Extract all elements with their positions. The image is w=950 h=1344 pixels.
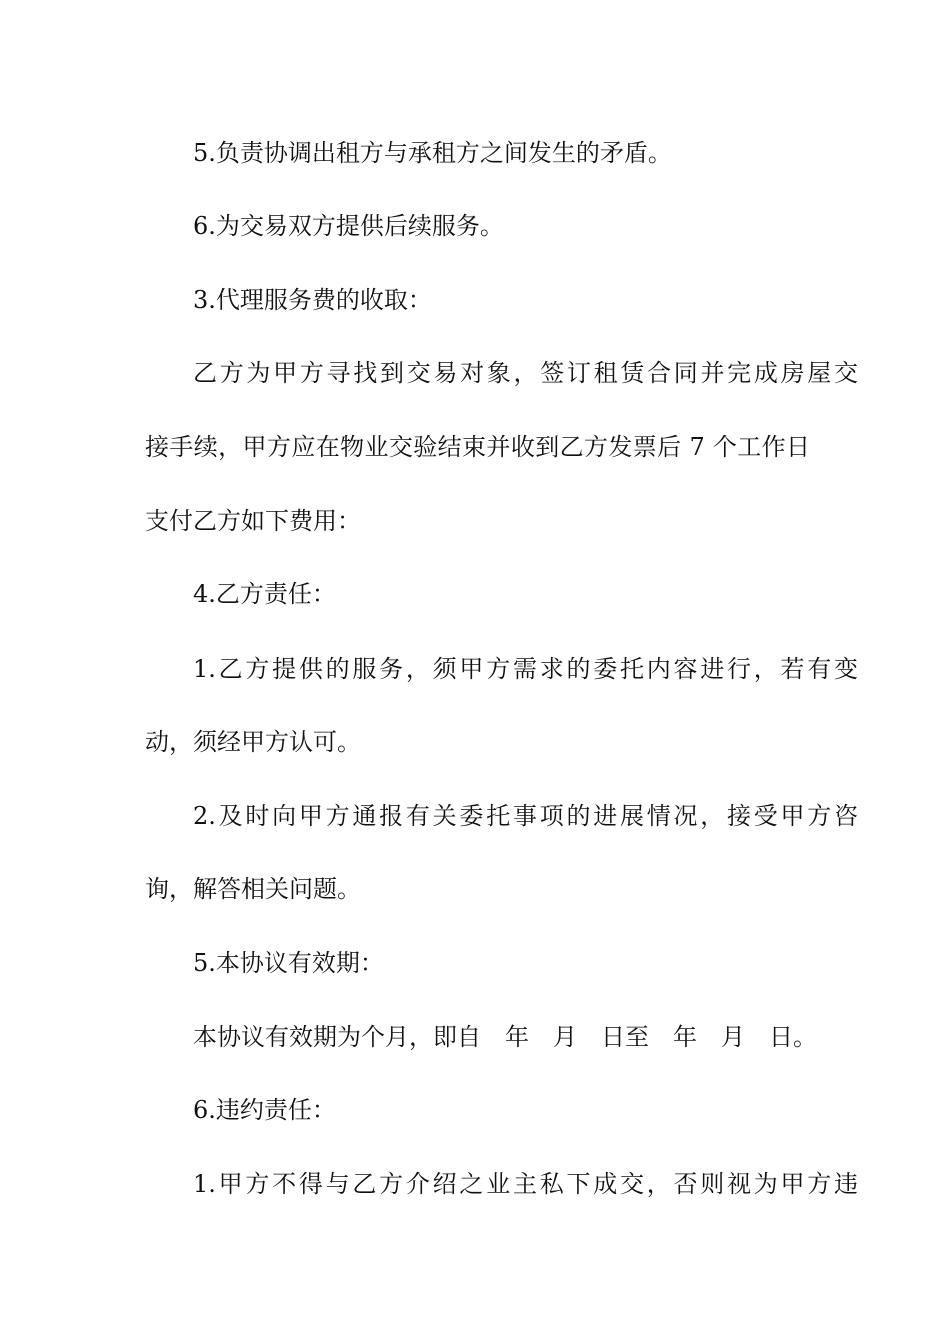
- text-line: 动，须经甲方认可。: [145, 728, 361, 756]
- text-line: 询，解答相关问题。: [145, 875, 361, 903]
- text-line: 支付乙方如下费用：: [145, 507, 361, 535]
- text-line: 1.乙方提供的服务，须甲方需求的委托内容进行，若有变: [193, 655, 858, 683]
- text-line: 6.为交易双方提供后续服务。: [193, 212, 504, 240]
- text-line: 5.负责协调出租方与承租方之间发生的矛盾。: [193, 139, 672, 167]
- text-line: 接手续，甲方应在物业交验结束并收到乙方发票后 7 个工作日: [145, 433, 810, 461]
- text-line: 本协议有效期为个月，即自 年 月 日至 年 月 日。: [193, 1023, 817, 1051]
- text-line: 6.违约责任：: [193, 1096, 336, 1124]
- text-line: 3.代理服务费的收取：: [193, 286, 432, 314]
- text-line: 乙方为甲方寻找到交易对象，签订租赁合同并完成房屋交: [193, 359, 858, 387]
- text-line: 5.本协议有效期：: [193, 949, 384, 977]
- text-line: 4.乙方责任：: [193, 580, 336, 608]
- text-line: 2.及时向甲方通报有关委托事项的进展情况，接受甲方咨: [193, 802, 858, 830]
- text-line: 1.甲方不得与乙方介绍之业主私下成交，否则视为甲方违: [193, 1170, 858, 1198]
